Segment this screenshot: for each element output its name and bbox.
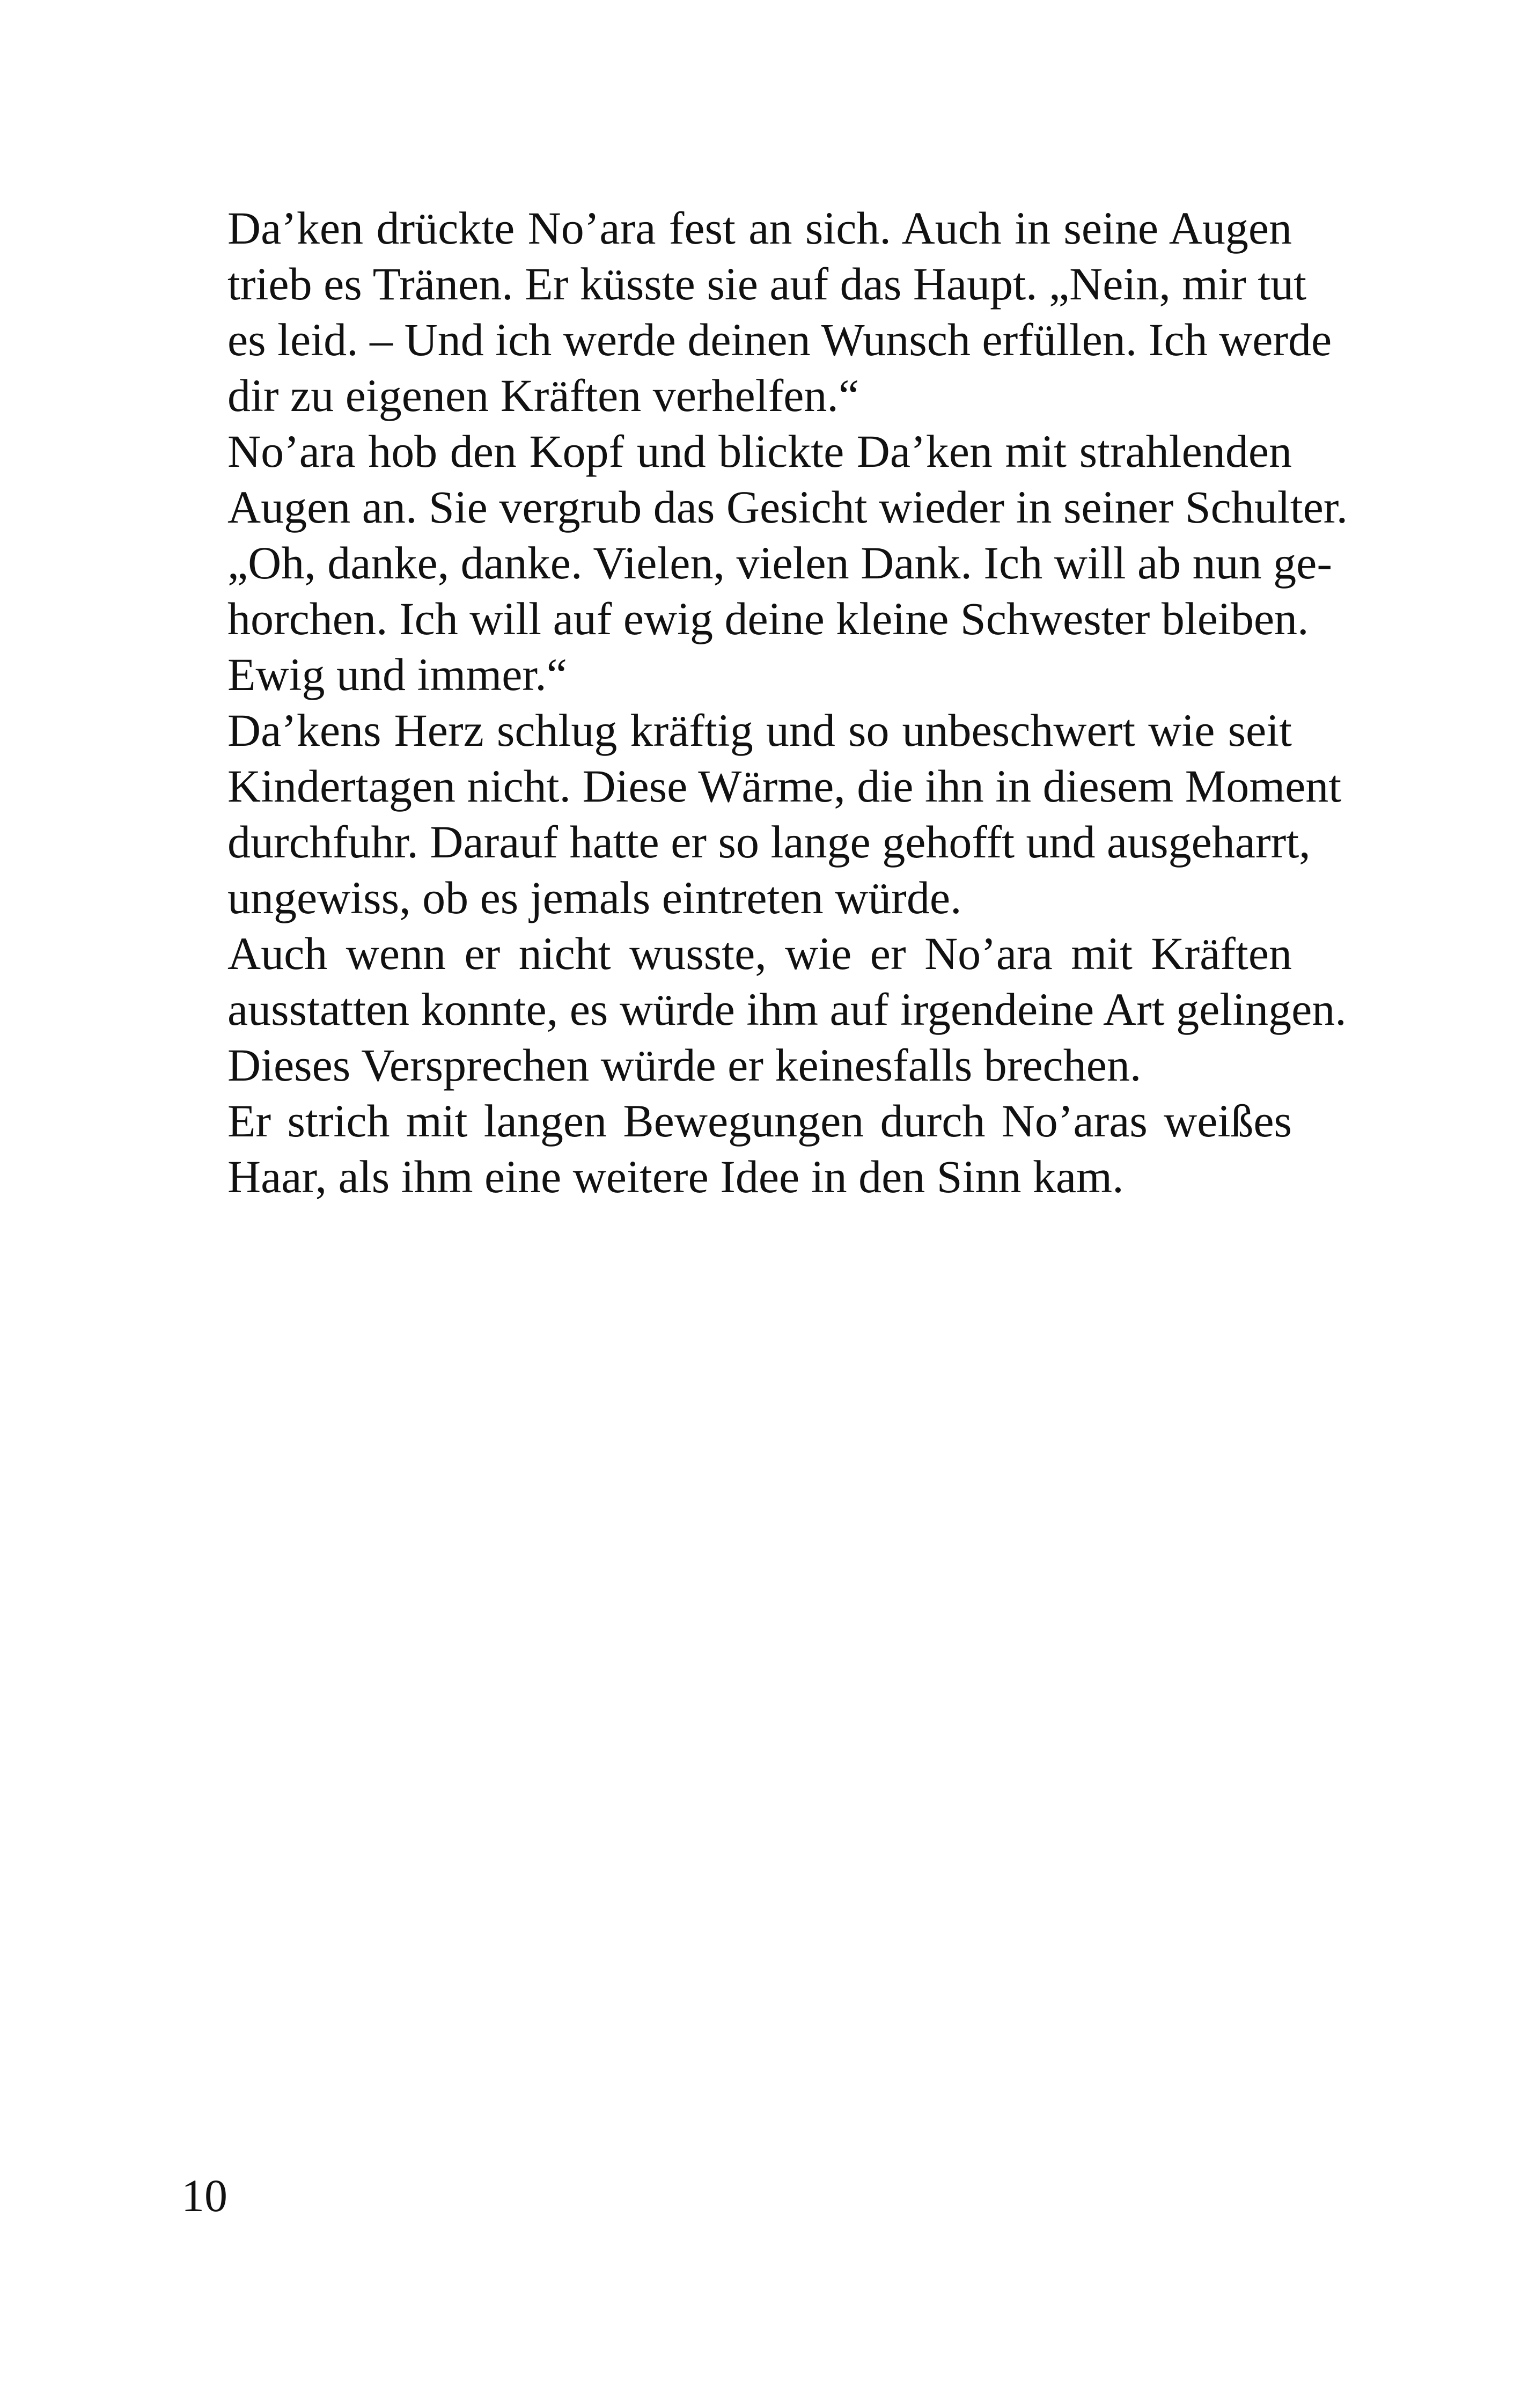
text-line: Haar, als ihm eine weitere Idee in den Sinn kam. <box>227 1151 1124 1202</box>
paragraph <box>181 702 1342 926</box>
text-line: durchfuhr. Darauf hatte er so lange gehofft und ausgeharrt, <box>227 816 1311 868</box>
text-line: No’ara hob den Kopf und blickte Da’ken mit strahlenden <box>227 425 1292 477</box>
text-line: Augen an. Sie vergrub das Gesicht wieder in seiner Schulter. <box>227 481 1348 533</box>
paragraph <box>181 200 1332 423</box>
paragraph <box>181 926 1347 1093</box>
text-line: Ewig und immer.“ <box>227 649 567 700</box>
text-line: Dieses Versprechen würde er keinesfalls brechen. <box>227 1039 1142 1091</box>
text-line: Auch wenn er nicht wusste, wie er No’ara mit Kräften <box>227 928 1292 979</box>
text-line: Er strich mit langen Bewegungen durch No’aras weißes <box>227 1095 1292 1147</box>
text-line: es leid. – Und ich werde deinen Wunsch erfüllen. Ich werde <box>227 314 1332 365</box>
text-line: horchen. Ich will auf ewig deine kleine Schwester bleiben. <box>227 593 1309 644</box>
text-line: Da’kens Herz schlug kräftig und so unbeschwert wie seit <box>227 704 1292 756</box>
text-line: ungewiss, ob es jemals eintreten würde. <box>227 872 962 923</box>
page-body <box>181 200 1348 1205</box>
paragraph <box>181 1093 1292 1205</box>
text-line: ausstatten konnte, es würde ihm auf irgendeine Art gelingen. <box>227 983 1347 1035</box>
text-line: „Oh, danke, danke. Vielen, vielen Dank. Ich will ab nun ge- <box>227 537 1332 589</box>
text-line: Kindertagen nicht. Diese Wärme, die ihn in diesem Moment <box>227 760 1342 812</box>
paragraph <box>181 423 1348 702</box>
text-line: Da’ken drückte No’ara fest an sich. Auch in seine Augen <box>227 202 1292 254</box>
text-line: trieb es Tränen. Er küsste sie auf das Haupt. „Nein, mir tut <box>227 258 1307 310</box>
text-line: dir zu eigenen Kräften verhelfen.“ <box>227 370 859 421</box>
page-number: 10 <box>181 2170 227 2221</box>
